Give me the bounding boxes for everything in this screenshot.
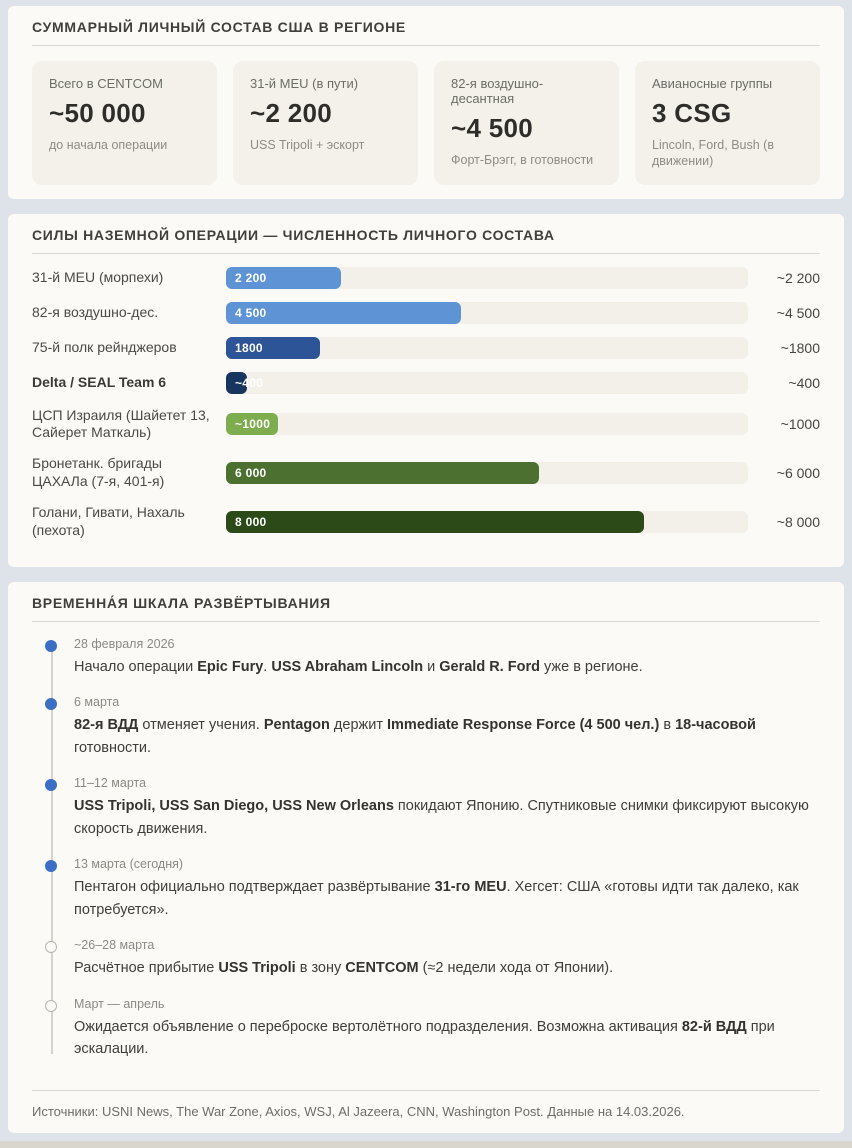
chart-row-label: ЦСП Израиля (Шайетет 13, Сайерет Маткаль) <box>32 406 210 441</box>
stat-card-value: ~50 000 <box>49 98 146 128</box>
timeline-date: 11–12 марта <box>74 776 147 791</box>
chart-row-value: ~1800 <box>780 339 820 356</box>
timeline-text-bold: 82-я ВДД <box>74 717 139 734</box>
timeline-text <box>74 876 820 921</box>
stat-card-sub: до начала операции <box>49 138 168 152</box>
chart-bar: 4 500 <box>226 302 461 324</box>
chart-row <box>32 337 820 359</box>
chart-bar-track <box>226 462 748 484</box>
chart-row <box>32 302 820 324</box>
chart-bar-track <box>226 337 748 359</box>
timeline-text <box>74 957 820 979</box>
timeline-text-segment: отменяет учения. <box>138 717 264 734</box>
stat-card-label: Авианосные группы <box>652 76 773 91</box>
stat-card-value: ~4 500 <box>451 113 534 143</box>
stat-card <box>434 61 619 185</box>
timeline-dot-filled-icon <box>45 860 57 872</box>
timeline-text-segment: в <box>659 717 676 734</box>
chart-row <box>32 455 820 491</box>
stat-card-sub: Lincoln, Ford, Bush (в движении) <box>652 138 774 169</box>
timeline-item <box>32 997 820 1061</box>
timeline-title: ВРЕМЕННА́Я ШКАЛА РАЗВЁРТЫВАНИЯ <box>32 594 331 611</box>
timeline-text-bold: CENTCOM <box>345 960 419 977</box>
bar-chart <box>32 267 820 540</box>
timeline-text-segment: Ожидается объявление о переброске вертолётного подразделения. Возможна активация <box>74 1018 682 1035</box>
chart-bar-track <box>226 511 748 533</box>
timeline-text-bold: 31-го MEU <box>434 879 507 896</box>
timeline-date: ~26–28 марта <box>74 938 155 953</box>
timeline-text-bold: Epic Fury <box>197 658 264 675</box>
sources-note: Источники: USNI News, The War Zone, Axios, WSJ, Al Jazeera, CNN, Washington Post. Данные на 14.03.2026. <box>32 1103 685 1119</box>
stat-card-label: Всего в CENTCOM <box>49 76 163 91</box>
stat-card-value: ~2 200 <box>250 98 333 128</box>
timeline-text-bold: USS Abraham Lincoln <box>271 658 424 675</box>
chart-row-value: ~400 <box>788 374 820 391</box>
timeline-dot-filled-icon <box>45 698 57 710</box>
stat-card <box>32 61 217 185</box>
chart-bar: 8 000 <box>226 511 644 533</box>
chart-title: СИЛЫ НАЗЕМНОЙ ОПЕРАЦИИ — ЧИСЛЕННОСТЬ ЛИЧНОГО СОСТАВА <box>32 226 555 243</box>
chart-row <box>32 372 820 394</box>
timeline-text-bold: 82-й ВДД <box>681 1018 747 1035</box>
stat-card <box>233 61 418 185</box>
timeline-text-segment: при эскалации. <box>74 1018 775 1058</box>
chart-row-label: 82-я воздушно-дес. <box>32 303 159 320</box>
stat-card-label: 82-я воздушно-десантная <box>451 76 544 106</box>
divider <box>32 621 820 622</box>
timeline-dot-open-icon <box>45 1000 57 1012</box>
summary-cards <box>32 61 820 185</box>
timeline-item <box>32 776 820 840</box>
timeline-item <box>32 695 820 759</box>
chart-row-value: ~1000 <box>780 416 820 433</box>
chart-row <box>32 504 820 540</box>
timeline-text-segment: уже в регионе. <box>539 658 643 675</box>
timeline-text-segment: и <box>423 658 440 675</box>
timeline-text-bold: Immediate Response Force (4 500 чел.) <box>387 717 660 734</box>
timeline-item <box>32 637 820 678</box>
chart-bar: ~400 <box>226 372 247 394</box>
timeline-text-segment: (≈2 недели хода от Японии). <box>418 960 614 977</box>
summary-title: СУММАРНЫЙ ЛИЧНЫЙ СОСТАВ США В РЕГИОНЕ <box>32 19 406 35</box>
timeline-text-segment: покидают Японию. Спутниковые снимки фиксируют высокую скорость движения. <box>74 798 809 837</box>
chart-bar: 6 000 <box>226 462 539 484</box>
timeline-date: 6 марта <box>74 695 120 710</box>
timeline-text <box>74 795 820 840</box>
chart-row-label: Бронетанк. бригады ЦАХАЛа (7-я, 401-я) <box>32 455 165 490</box>
chart-row <box>32 407 820 443</box>
chart-bar: ~1000 <box>226 413 278 435</box>
chart-row-value: ~4 500 <box>776 304 820 321</box>
chart-bar-track <box>226 372 748 394</box>
chart-row-label: 31-й MEU (морпехи) <box>32 268 164 285</box>
divider <box>32 45 820 46</box>
chart-row-value: ~6 000 <box>776 465 820 482</box>
chart-row-label: 75-й полк рейнджеров <box>32 338 177 355</box>
timeline-text-segment: Пентагон официально подтверждает развёртывание <box>74 879 435 896</box>
chart-bar-track <box>226 413 748 435</box>
timeline-text-bold: Gerald R. Ford <box>439 658 540 675</box>
stat-card <box>635 61 820 185</box>
timeline-text-bold: USS Tripoli, USS San Diego, USS New Orleans <box>74 798 394 815</box>
timeline-dot-filled-icon <box>45 779 57 791</box>
chart-bar: 1800 <box>226 337 320 359</box>
timeline-text-segment: . Хегсет: США «готовы идти так далеко, как потребуется». <box>74 879 799 918</box>
timeline-item <box>32 938 820 979</box>
timeline-panel <box>8 582 844 1133</box>
timeline-text-segment: Расчётное прибытие <box>74 960 219 977</box>
timeline-text-segment: в зону <box>295 960 346 977</box>
timeline-text-bold: USS Tripoli <box>218 960 296 977</box>
timeline-text-segment: . <box>263 658 272 675</box>
timeline-text-segment: Начало операции <box>74 658 198 675</box>
stat-card-label: 31-й MEU (в пути) <box>250 76 359 91</box>
summary-panel <box>8 6 844 199</box>
divider <box>32 253 820 254</box>
timeline-text-bold: 18-часовой <box>675 717 756 734</box>
timeline-date: Март — апрель <box>74 996 165 1011</box>
timeline-text <box>74 1016 820 1061</box>
timeline-text-segment: держит <box>329 717 387 734</box>
timeline-text <box>74 656 820 678</box>
stat-card-sub: Форт-Брэгг, в готовности <box>451 153 594 167</box>
timeline <box>32 637 820 1080</box>
timeline-text <box>74 714 820 759</box>
timeline-dot-open-icon <box>45 941 57 953</box>
chart-row-label: Delta / SEAL Team 6 <box>32 373 167 390</box>
chart-bar-track <box>226 302 748 324</box>
timeline-text-segment: готовности. <box>74 739 152 756</box>
timeline-item <box>32 857 820 921</box>
chart-row-value: ~8 000 <box>776 514 820 531</box>
stat-card-value: 3 CSG <box>652 98 732 128</box>
chart-row <box>32 267 820 289</box>
stat-card-sub: USS Tripoli + эскорт <box>250 138 365 152</box>
timeline-date: 28 февраля 2026 <box>74 636 175 651</box>
timeline-date: 13 марта (сегодня) <box>74 857 184 872</box>
timeline-dot-filled-icon <box>45 640 57 652</box>
timeline-text-bold: Pentagon <box>263 717 330 734</box>
footer-divider <box>32 1090 820 1091</box>
chart-bar: 2 200 <box>226 267 341 289</box>
bottom-edge-strip <box>0 1141 852 1148</box>
chart-row-label: Голани, Гивати, Нахаль (пехота) <box>32 504 185 539</box>
chart-row-value: ~2 200 <box>776 269 820 286</box>
chart-bar-track <box>226 267 748 289</box>
ground-forces-panel <box>8 214 844 567</box>
